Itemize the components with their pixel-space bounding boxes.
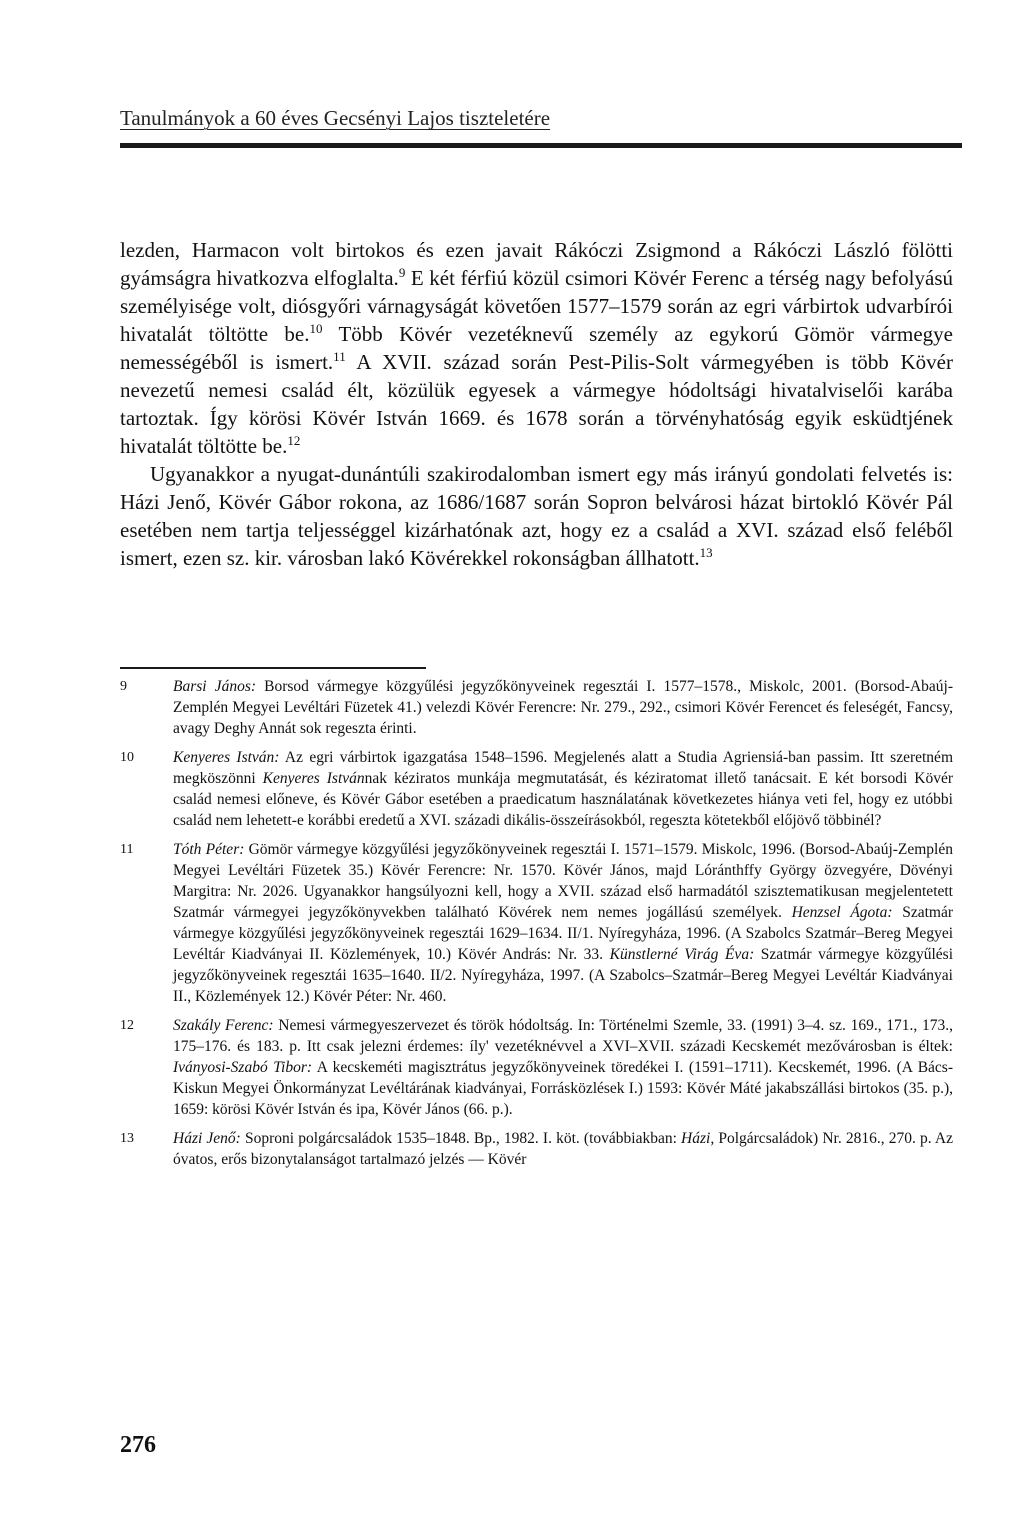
paragraph-2	[120, 460, 953, 572]
footnote-text: Szatmár vármegye közgyűlési jegyzőkönyveinek regesztái 1635–1640. II/2. Nyíregyháza, 1997. (A Szabolcs–Szatmár–Bereg Megyei Levéltár Kiadványai II., Közlemények 12.) Kövér Péter: Nr. 460.	[173, 946, 954, 1005]
footnote-author: Kenyeres István	[262, 770, 365, 787]
footnote-separator	[120, 667, 426, 669]
footnote-text: Borsod vármegye közgyűlési jegyzőkönyveinek regesztái I. 1577–1578., Miskolc, 2001. (Borsod-Abaúj-Zemplén Megyei Levéltári Füzetek 41.) velezdi Kövér Ferencre: Nr. 279., 292., csimori Kövér Ferencet és feleségét, Fancsy, avagy Deghy Annát sok regeszta érinti.	[173, 678, 953, 737]
header-rule	[120, 143, 962, 148]
text-run: Több Kövér vezetéknevű személy az egykorú Gömör vármegye nemességéből is ismert.	[120, 322, 953, 374]
footnote-text: Soproni polgárcsaládok 1535–1848. Bp., 1982. I. köt. (továbbiakban:	[240, 1130, 682, 1147]
footnote-author: Házi,	[681, 1130, 715, 1147]
footnote-number: 10	[120, 750, 134, 765]
footnote-ref: 11	[333, 349, 346, 364]
text-run: Ugyanakkor a nyugat-dunántúli szakirodalomban ismert egy más irányú gondolati felvetés is: Házi Jenő, Kövér Gábor rokona, az 1686/1687 során Sopron belvárosi házat birtokló Kövér Pál esetében nem tartja teljességgel kizárhatónak azt, hogy ez a család a XVI. század első feléből ismert, ezen sz. kir. városban lakó Kövérekkel rokonságban állhatott.	[120, 462, 953, 570]
paragraph-1	[120, 236, 953, 460]
footnote-text: nak kéziratos munkája megmutatását, és kéziratomat illető tanácsait. E két borsodi Kövér család nemesi előneve, és Kövér Gábor esetében a praedicatum használatának következetes hiánya veti fel, hogy ez utóbbi család nem lehetett-e korábbi eredetű a XVI. századi dikális-összeírásokból, regeszta kötetekből előjövő többinél?	[173, 770, 954, 829]
footnote-12	[120, 1015, 953, 1120]
footnote-13	[120, 1128, 953, 1170]
footnote-author: Szakály Ferenc:	[173, 1017, 274, 1034]
footnote-ref: 13	[699, 545, 713, 560]
footnote-author: Barsi János:	[173, 678, 257, 695]
text-run: lezden, Harmacon volt birtokos és ezen javait Rákóczi Zsigmond a Rákóczi László fölötti gyámságra hivatkozva elfoglalta.	[120, 238, 953, 290]
footnotes	[120, 676, 953, 1178]
footnote-author: Kenyeres István:	[173, 749, 280, 766]
footnote-number: 12	[120, 1018, 134, 1033]
footnote-text: Polgárcsaládok) Nr. 2816., 270. p. Az óvatos, erős bizonytalanságot tartalmazó jelzés — Kövér	[173, 1130, 953, 1168]
footnote-author: Henzsel Ágota:	[791, 904, 893, 921]
footnote-number: 9	[120, 679, 127, 694]
footnote-author: Iványosi-Szabó Tibor:	[173, 1059, 313, 1076]
main-text	[120, 236, 953, 572]
footnote-author: Künstlerné Virág Éva:	[609, 946, 755, 963]
footnote-ref: 10	[309, 321, 323, 336]
footnote-9	[120, 676, 953, 739]
footnote-author: Tóth Péter:	[173, 841, 245, 858]
text-run: E két férfiú közül csimori Kövér Ferenc a térség nagy befolyású személyisége volt, diósgyőri várnagyságát követően 1577–1579 során az egri várbirtok udvarbírói hivatalát töltötte be.	[120, 266, 954, 346]
footnote-text: Az egri várbirtok igazgatása 1548–1596. Megjelenés alatt a Studia Agriensiá-ban passim. Itt szeretném megköszönni	[173, 749, 953, 787]
footnote-number: 11	[120, 842, 134, 857]
footnote-ref: 12	[287, 433, 301, 448]
footnote-text: Gömör vármegye közgyűlési jegyzőkönyveinek regesztái I. 1571–1579. Miskolc, 1996. (Borsod-Abaúj-Zemplén Megyei Levéltári Füzetek 35.) Kövér Ferencre: Nr. 1570. Kövér János, majd Lóránthffy György özvegyére, Dövényi Margitra: Nr. 2026. Ugyanakkor hangsúlyozni kell, hogy a XVII. század első harmadától szisztematikusan megjelentetett Szatmár vármegyei jegyzőkönyvekben található Kövérek nem nemes jogállású személyek.	[173, 841, 953, 921]
footnote-11	[120, 839, 953, 1007]
footnote-10	[120, 747, 953, 831]
page-number: 276	[120, 1432, 156, 1458]
footnote-ref: 9	[398, 265, 406, 280]
footnote-author: Házi Jenő:	[173, 1130, 241, 1147]
footnote-text: Szatmár vármegye közgyűlési jegyzőkönyveinek regesztái 1629–1634. II/1. Nyíregyháza, 1996. (A Szabolcs Szatmár–Bereg Megyei Levéltár Kiadványai II. Közlemények, 10.) Kövér András: Nr. 33.	[173, 904, 953, 963]
footnote-text: Nemesi vármegyeszervezet és török hódoltság. In: Történelmi Szemle, 33. (1991) 3–4. sz. 169., 171., 173., 175–176. és 183. p. Itt csak jelezni érdemes: íly' vezetéknévvel a XVI–XVII. századi Kecskemét mezővárosban is éltek:	[173, 1017, 954, 1055]
footnote-number: 13	[120, 1131, 134, 1146]
footnote-text: A kecskeméti magisztrátus jegyzőkönyveinek töredékei I. (1591–1711). Kecskemét, 1996. (A Bács-Kiskun Megyei Önkormányzat Levéltárának kiadványai, Forrásközlések I.) 1593: Kövér Máté jakabszállási birtokos (35. p.), 1659: körösi Kövér István és ipa, Kövér János (66. p.).	[173, 1059, 953, 1118]
running-header: Tanulmányok a 60 éves Gecsényi Lajos tiszteletére	[120, 106, 551, 130]
text-run: A XVII. század során Pest-Pilis-Solt vármegyében is több Kövér nevezetű nemesi család élt, közülük egyesek a vármegye hódoltsági hivatalviselői karába tartoztak. Így körösi Kövér István 1669. és 1678 során a törvényhatóság egyik esküdtjének hivatalát töltötte be.	[120, 350, 953, 458]
